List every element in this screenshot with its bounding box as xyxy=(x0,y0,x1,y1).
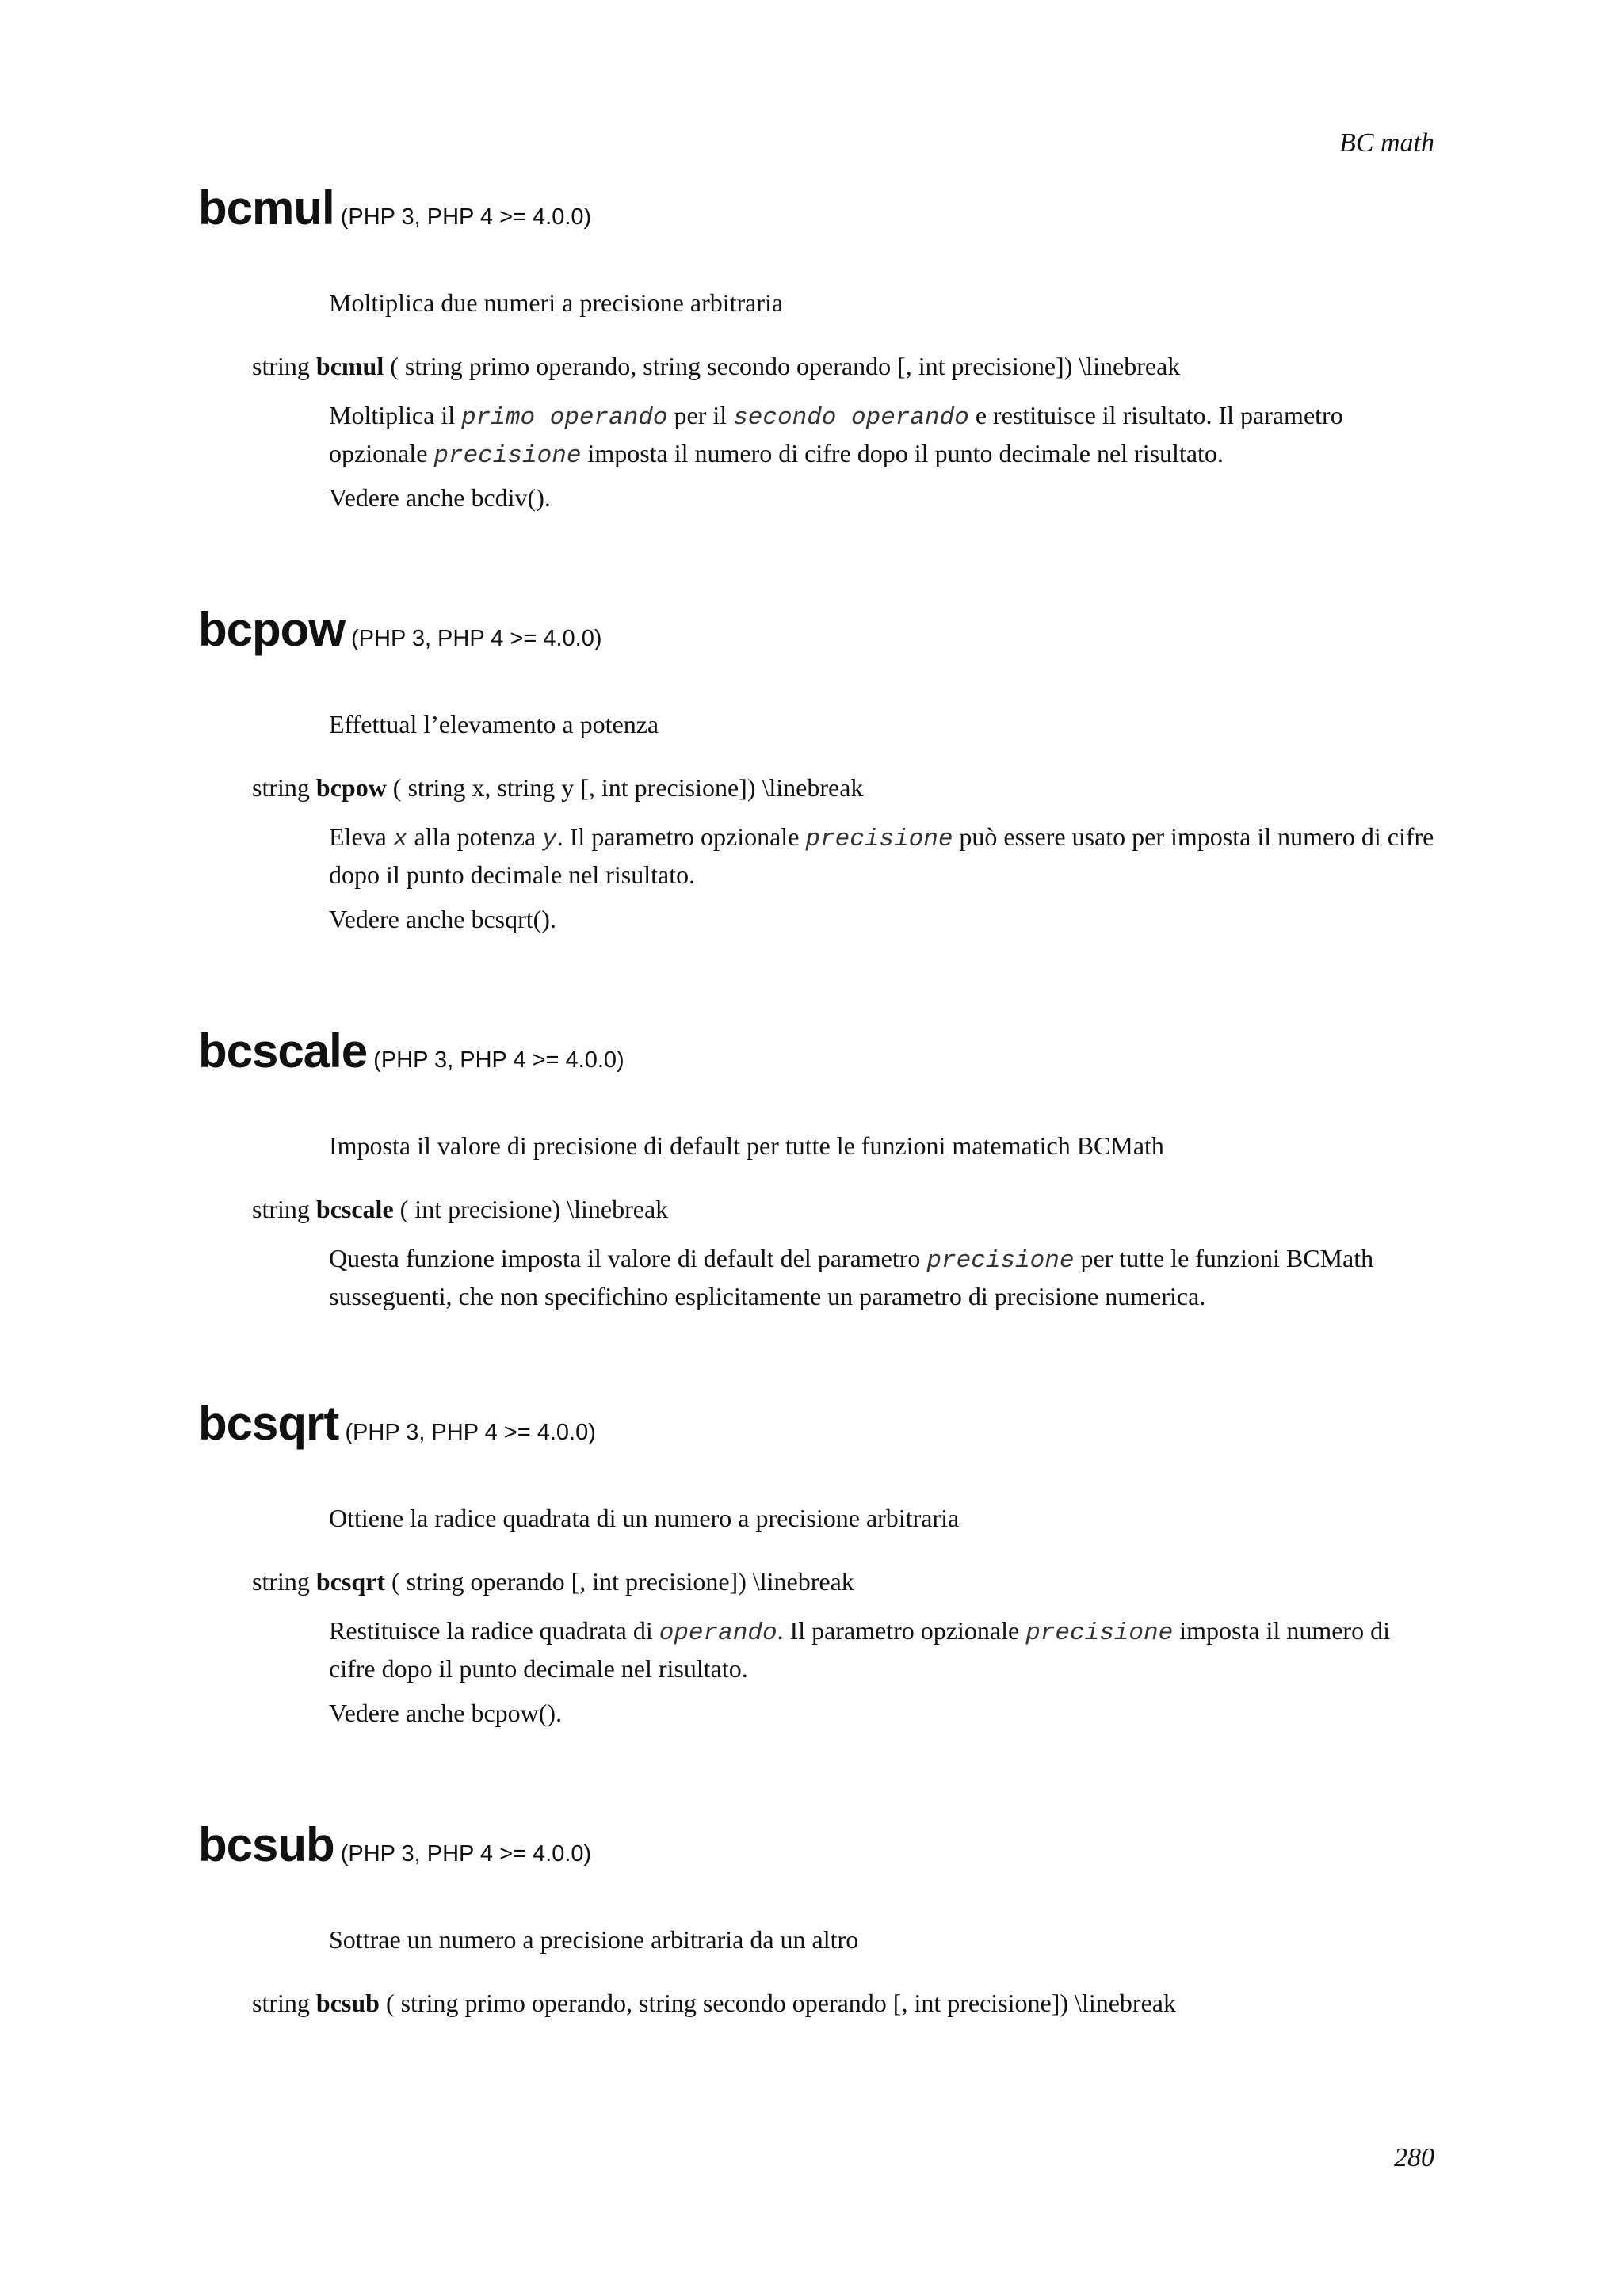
function-synopsis xyxy=(252,1989,1176,2018)
function-purpose: Effettual l’elevamento a potenza xyxy=(329,710,659,738)
desc-text: Eleva xyxy=(329,822,393,851)
desc-text: . Il parametro opzionale xyxy=(777,1616,1026,1645)
function-description xyxy=(329,398,1438,474)
function-synopsis xyxy=(252,352,1180,381)
synopsis-function-name: bcsqrt xyxy=(315,1567,385,1596)
return-type: string xyxy=(252,1567,310,1596)
version-info: (PHP 3, PHP 4 >= 4.0.0) xyxy=(340,204,592,230)
function-purpose: Sottrae un numero a precisione arbitraria da un altro xyxy=(329,1925,859,1954)
param-name: primo operando xyxy=(461,404,668,432)
entry-title xyxy=(198,1396,596,1451)
entry-title xyxy=(198,602,602,657)
synopsis-function-name: bcscale xyxy=(315,1195,394,1223)
desc-text: Restituisce la radice quadrata di xyxy=(329,1616,659,1645)
function-name: bcsqrt xyxy=(198,1397,339,1450)
entry-title xyxy=(198,1817,591,1872)
running-head: BC math xyxy=(1339,128,1434,158)
desc-text: può essere usato per imposta il numero di cifre dopo il punto decimale nel risultato. xyxy=(329,822,1434,889)
function-synopsis xyxy=(252,1567,854,1596)
param-name: precisione xyxy=(1025,1619,1174,1647)
desc-text: per tutte le funzioni BCMath susseguenti, che non specifichino esplicitamente un parametro di precisione numerica. xyxy=(329,1244,1374,1310)
return-type: string xyxy=(252,1195,310,1223)
param-name: precisione xyxy=(805,826,953,853)
function-name: bcpow xyxy=(198,603,345,656)
synopsis-params: ( string primo operando, string secondo operando [, int precisione]) \linebreak xyxy=(384,352,1181,380)
function-description xyxy=(329,819,1438,893)
page-number: 280 xyxy=(1394,2143,1434,2172)
see-also: Vedere anche bcsqrt(). xyxy=(329,905,556,933)
see-also: Vedere anche bcpow(). xyxy=(329,1699,563,1727)
desc-text: imposta il numero di cifre dopo il punto decimale nel risultato. xyxy=(581,439,1224,467)
synopsis-function-name: bcpow xyxy=(315,773,387,802)
synopsis-params: ( string x, string y [, int precisione]) \linebreak xyxy=(386,773,864,802)
param-name: precisione xyxy=(433,442,582,470)
return-type: string xyxy=(252,1989,310,2017)
function-name: bcmul xyxy=(198,181,334,235)
synopsis-function-name: bcsub xyxy=(315,1989,380,2017)
param-name: operando xyxy=(659,1619,777,1647)
param-name: secondo operando xyxy=(733,404,969,432)
function-name: bcsub xyxy=(198,1818,334,1871)
synopsis-function-name: bcmul xyxy=(315,352,384,380)
return-type: string xyxy=(252,352,310,380)
function-purpose: Moltiplica due numeri a precisione arbitraria xyxy=(329,288,784,317)
function-purpose: Imposta il valore di precisione di default per tutte le funzioni matematich BCMath xyxy=(329,1131,1164,1160)
function-purpose: Ottiene la radice quadrata di un numero a precisione arbitraria xyxy=(329,1504,960,1532)
function-synopsis xyxy=(252,773,863,803)
synopsis-params: ( string primo operando, string secondo operando [, int precisione]) \linebreak xyxy=(379,1989,1176,2017)
param-name: y xyxy=(542,826,557,853)
desc-text: per il xyxy=(667,401,734,429)
version-info: (PHP 3, PHP 4 >= 4.0.0) xyxy=(345,1420,596,1445)
desc-text: alla potenza xyxy=(407,822,543,851)
function-description xyxy=(329,1613,1438,1687)
return-type: string xyxy=(252,773,310,802)
function-synopsis xyxy=(252,1195,668,1224)
version-info: (PHP 3, PHP 4 >= 4.0.0) xyxy=(373,1047,624,1073)
desc-text: imposta il numero di cifre dopo il punto decimale nel risultato. xyxy=(329,1616,1390,1683)
desc-text: . Il parametro opzionale xyxy=(556,822,806,851)
version-info: (PHP 3, PHP 4 >= 4.0.0) xyxy=(340,1841,592,1867)
desc-text: e restituisce il risultato. Il parametro opzionale xyxy=(329,401,1343,467)
entry-title xyxy=(198,1024,624,1078)
desc-text: Questa funzione imposta il valore di default del parametro xyxy=(329,1244,927,1272)
see-also: Vedere anche bcdiv(). xyxy=(329,483,551,512)
function-description xyxy=(329,1241,1438,1314)
entry-title xyxy=(198,181,591,235)
function-name: bcscale xyxy=(198,1024,368,1077)
desc-text: Moltiplica il xyxy=(329,401,462,429)
param-name: x xyxy=(392,826,408,853)
synopsis-params: ( string operando [, int precisione]) \linebreak xyxy=(385,1567,854,1596)
param-name: precisione xyxy=(926,1247,1075,1275)
version-info: (PHP 3, PHP 4 >= 4.0.0) xyxy=(351,626,602,651)
synopsis-params: ( int precisione) \linebreak xyxy=(393,1195,669,1223)
